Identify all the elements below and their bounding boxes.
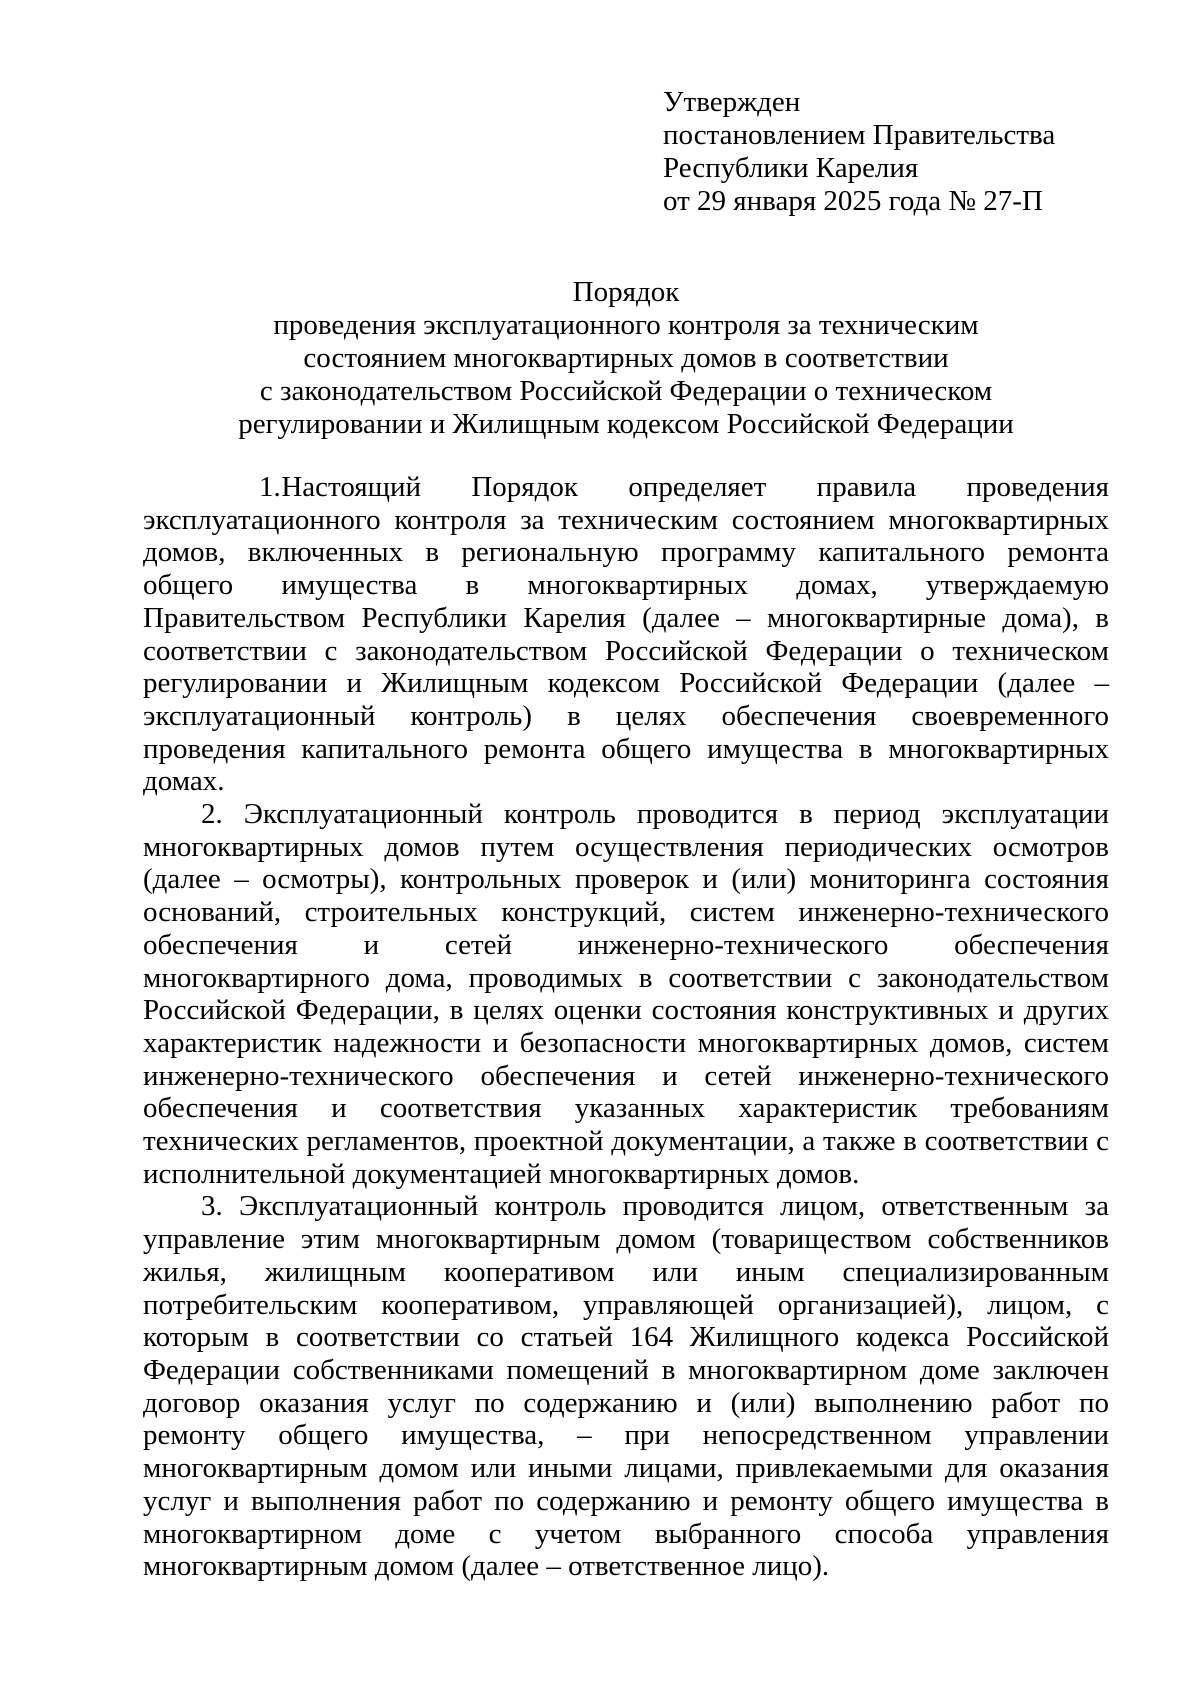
paragraph-1 bbox=[143, 471, 1109, 798]
paragraph-number: 3. bbox=[201, 1190, 223, 1223]
approval-line: Утвержден bbox=[663, 86, 801, 118]
document-body bbox=[143, 471, 1109, 1583]
document-title bbox=[143, 276, 1109, 441]
paragraph-number: 2. bbox=[201, 798, 223, 831]
title-line: регулировании и Жилищным кодексом Российской Федерации bbox=[238, 408, 1014, 440]
approval-date-line: от 29 января 2025 года № 27-П bbox=[663, 185, 1043, 217]
title-line: с законодательством Российской Федерации о техническом bbox=[259, 375, 993, 407]
approval-stamp bbox=[663, 86, 1143, 218]
paragraph-3 bbox=[143, 1190, 1109, 1582]
title-line: проведения эксплуатационного контроля за техническим bbox=[273, 309, 979, 341]
paragraph-number: 1. bbox=[259, 471, 281, 503]
approval-line: Республики Карелия bbox=[663, 152, 919, 184]
paragraph-text: Эксплуатационный контроль проводится лицом, ответственным за управление этим многоквартирным домом (товариществом собственников жилья, жилищным кооперативом или иным специализированным потребительским кооперативом, управляющей организацией), лицом, с которым в соответствии со статьей 164 Жилищного кодекса Российской Федерации собственниками помещений в многоквартирном доме заключен договор оказания услуг по содержанию и (или) выполнению работ по ремонту общего имущества, – при непосредственном управлении многоквартирным домом или иными лицами, привлекаемыми для оказания услуг и выполнения работ по содержанию и ремонту общего имущества в многоквартирном доме с учетом выбранного способа управления многоквартирным домом (далее – ответственное лицо). bbox=[143, 1190, 1109, 1583]
approval-line: постановлением Правительства bbox=[663, 119, 1056, 151]
title-heading: Порядок bbox=[572, 276, 680, 308]
paragraph-text: Настоящий Порядок определяет правила проведения эксплуатационного контроля за техническим состоянием многоквартирных домов, включенных в региональную программу капитального ремонта общего имущества в многоквартирных домах, утверждаемую Правительством Республики Карелия (далее – многоквартирные дома), в соответствии с законодательством Российской Федерации о техническом регулировании и Жилищным кодексом Российской Федерации (далее – эксплуатационный контроль) в целях обеспечения своевременного проведения капитального ремонта общего имущества в многоквартирных домах. bbox=[143, 471, 1110, 798]
title-line: состоянием многоквартирных домов в соответствии bbox=[303, 342, 949, 374]
paragraph-2 bbox=[143, 798, 1109, 1190]
paragraph-text: Эксплуатационный контроль проводится в период эксплуатации многоквартирных домов путем осуществления периодических осмотров (далее – осмотры), контрольных проверок и (или) мониторинга состояния оснований, строительных конструкций, систем инженерно-технического обеспечения и сетей инженерно-технического обеспечения многоквартирного дома, проводимых в соответствии с законодательством Российской Федерации, в целях оценки состояния конструктивных и других характеристик надежности и безопасности многоквартирных домов, систем инженерно-технического обеспечения и сетей инженерно-технического обеспечения и соответствия указанных характеристик требованиям технических регламентов, проектной документации, а также в соответствии с исполнительной документацией многоквартирных домов. bbox=[143, 798, 1109, 1190]
